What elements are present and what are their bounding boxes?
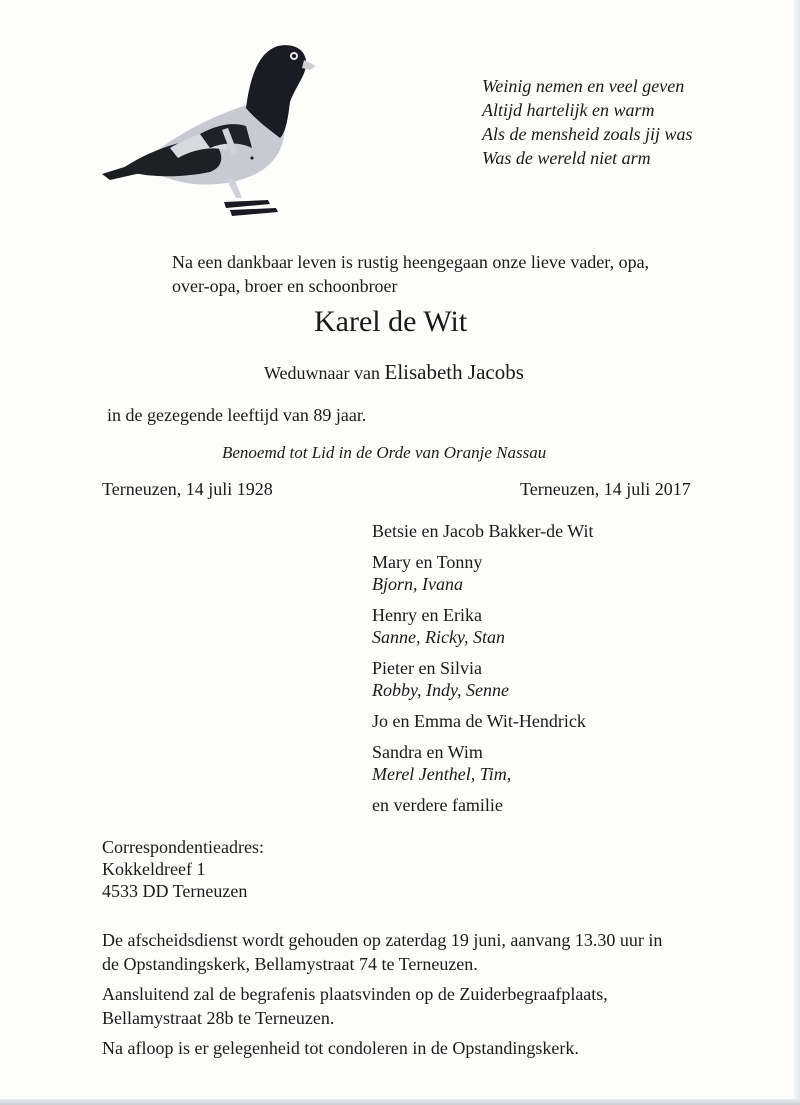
family-group: [372, 741, 594, 785]
family-group: [372, 794, 594, 816]
burial-line: Aansluitend zal de begrafenis plaatsvinden op de Zuiderbegraafplaats,: [102, 984, 608, 1004]
family-parents: Betsie en Jacob Bakker-de Wit: [372, 521, 594, 541]
family-group: [372, 551, 594, 595]
page-edge-right: [794, 0, 800, 1105]
intro-line: Na een dankbaar leven is rustig heengegaan onze lieve vader, opa,: [172, 252, 650, 272]
address-street: Kokkeldreef 1: [102, 859, 206, 879]
family-parents: Henry en Erika: [372, 605, 482, 625]
family-parents: Jo en Emma de Wit-Hendrick: [372, 711, 586, 731]
burial-notice: [102, 982, 662, 1030]
widower-prefix: Weduwnaar van: [264, 363, 380, 383]
family-group: [372, 604, 594, 648]
family-children: Bjorn, Ivana: [372, 574, 463, 594]
pigeon-icon: [100, 38, 320, 220]
family-parents: Pieter en Silvia: [372, 658, 482, 678]
family-children: Sanne, Ricky, Stan: [372, 627, 505, 647]
page-edge-bottom: [0, 1099, 800, 1105]
poem-line: Als de mensheid zoals jij was: [482, 124, 693, 144]
family-parents: Mary en Tonny: [372, 552, 483, 572]
age-text: in de gezegende leeftijd van 89 jaar.: [107, 405, 367, 425]
service-notice: [102, 928, 662, 976]
honor-text: Benoemd tot Lid in de Orde van Oranje Nassau: [222, 443, 547, 462]
family-group: [372, 657, 594, 701]
family-parents: Sandra en Wim: [372, 742, 483, 762]
correspondence-address: [102, 836, 264, 902]
poem-line: Weinig nemen en veel geven: [482, 76, 685, 96]
family-list: [372, 520, 594, 825]
service-notices: [102, 928, 662, 1066]
address-label: Correspondentieadres:: [102, 837, 264, 857]
service-line: De afscheidsdienst wordt gehouden op zaterdag 19 juni, aanvang 13.30 uur in: [102, 930, 663, 950]
family-group: [372, 520, 594, 542]
deceased-name: Karel de Wit: [314, 305, 468, 338]
condolence-notice: Na afloop is er gelegenheid tot condoleren in de Opstandingskerk.: [102, 1038, 579, 1058]
family-group: [372, 710, 594, 732]
family-parents: en verdere familie: [372, 795, 503, 815]
widower-line: [264, 360, 524, 385]
poem-line: Altijd hartelijk en warm: [482, 100, 655, 120]
family-children: Merel Jenthel, Tim,: [372, 764, 512, 784]
spouse-name: Elisabeth Jacobs: [384, 360, 524, 384]
memorial-poem: [482, 74, 693, 170]
intro-line: over-opa, broer en schoonbroer: [172, 276, 398, 296]
birth-place-date: Terneuzen, 14 juli 1928: [102, 479, 273, 499]
poem-line: Was de wereld niet arm: [482, 148, 651, 168]
service-line: de Opstandingskerk, Bellamystraat 74 te Terneuzen.: [102, 954, 478, 974]
death-place-date: Terneuzen, 14 juli 2017: [520, 479, 691, 499]
family-children: Robby, Indy, Senne: [372, 680, 509, 700]
burial-line: Bellamystraat 28b te Terneuzen.: [102, 1008, 335, 1028]
address-city: 4533 DD Terneuzen: [102, 881, 248, 901]
intro-text: [172, 250, 649, 298]
